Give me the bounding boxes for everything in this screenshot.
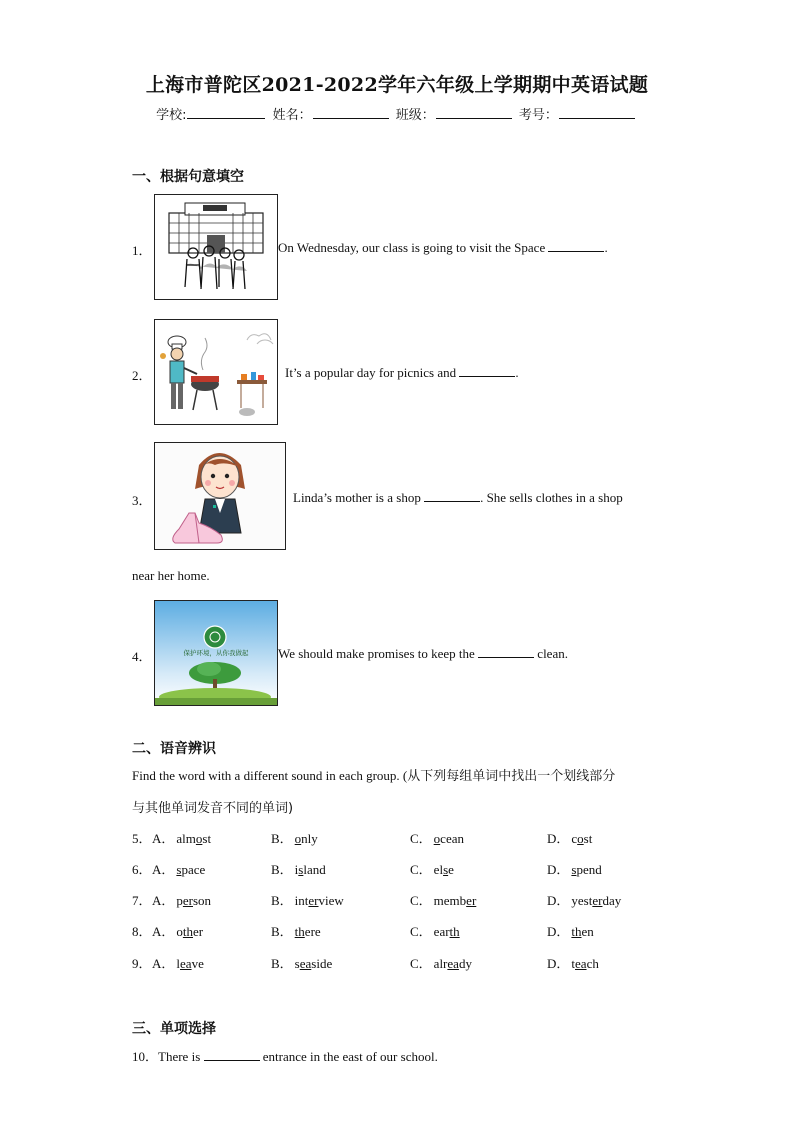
question-4-text — [278, 646, 568, 662]
question-2-after: . — [515, 365, 519, 380]
option-letter: C． — [410, 893, 432, 908]
option-letter: D． — [547, 924, 570, 939]
question-3-text — [293, 490, 623, 506]
option-letter: A． — [152, 831, 175, 846]
underlined-letters: er — [182, 893, 193, 908]
option-letter: B． — [271, 862, 293, 877]
phonics-option[interactable] — [271, 921, 321, 940]
word-part: land — [303, 862, 326, 877]
word-part: t — [571, 956, 576, 971]
section-2-heading: 二、语音辨识 — [132, 741, 216, 757]
word-part: day — [602, 893, 622, 908]
word-part: en — [581, 924, 594, 939]
option-letter: D． — [547, 862, 570, 877]
word-part: l — [176, 956, 181, 971]
underlined-letters: o — [294, 831, 302, 846]
option-letter: A． — [152, 924, 175, 939]
question-3-number: 3． — [132, 493, 152, 508]
word-part: ear — [433, 924, 450, 939]
phonics-option[interactable] — [152, 890, 211, 909]
phonics-option[interactable] — [271, 828, 318, 847]
option-letter: B． — [271, 893, 293, 908]
phonics-option[interactable] — [271, 890, 344, 909]
phonics-question-number: 5． — [132, 831, 152, 846]
question-2-blank[interactable] — [459, 365, 515, 377]
underlined-letters: er — [308, 893, 319, 908]
word-part: p — [176, 893, 183, 908]
underlined-letters: o — [577, 831, 584, 846]
phonics-option[interactable] — [547, 953, 599, 972]
option-letter: C． — [410, 831, 432, 846]
class-blank[interactable] — [436, 106, 512, 119]
word-part: son — [193, 893, 212, 908]
phonics-option[interactable] — [547, 828, 592, 847]
section-1-heading: 一、根据句意填空 — [132, 169, 244, 185]
question-4-blank[interactable] — [478, 646, 534, 658]
question-10-number: 10． — [132, 1049, 159, 1064]
question-2-before: It’s a popular day for picnics and — [285, 365, 457, 380]
section-3-heading: 三、单项选择 — [132, 1021, 216, 1037]
barbecue-picnic-image — [154, 319, 278, 425]
underlined-letters: ea — [575, 956, 587, 971]
underlined-letters: th — [294, 924, 305, 939]
word-part: st — [202, 831, 212, 846]
question-1-after: . — [604, 240, 608, 255]
question-3-before: Linda’s mother is a shop — [293, 490, 421, 505]
question-4-before: We should make promises to keep the — [278, 646, 475, 661]
phonics-option[interactable] — [547, 859, 602, 878]
school-blank[interactable] — [187, 106, 265, 119]
word-part: ch — [586, 956, 599, 971]
word-part: alm — [176, 831, 196, 846]
word-part: c — [571, 831, 578, 846]
word-part: view — [318, 893, 344, 908]
phonics-option[interactable] — [410, 953, 472, 972]
question-10-blank[interactable] — [204, 1049, 260, 1061]
option-letter: D． — [547, 831, 570, 846]
underlined-letters: o — [433, 831, 441, 846]
question-1-before: On Wednesday, our class is going to visit the Space — [278, 240, 546, 255]
option-letter: B． — [271, 831, 293, 846]
class-label: 班级： — [395, 108, 435, 123]
option-letter: C． — [410, 924, 432, 939]
word-part: alr — [433, 956, 448, 971]
option-letter: A． — [152, 893, 175, 908]
word-part: dy — [458, 956, 472, 971]
word-part: s — [294, 956, 300, 971]
word-part: side — [311, 956, 333, 971]
word-part: e — [448, 862, 454, 877]
underlined-letters: er — [592, 893, 603, 908]
option-letter: B． — [271, 924, 293, 939]
name-blank[interactable] — [313, 106, 389, 119]
word-part: pace — [181, 862, 206, 877]
underlined-letters: o — [195, 831, 203, 846]
question-4-after: clean. — [537, 646, 568, 661]
phonics-option[interactable] — [410, 828, 464, 847]
option-letter: D． — [547, 893, 570, 908]
phonics-question-number: 9． — [132, 956, 152, 971]
shop-assistant-image — [154, 442, 286, 550]
underlined-letters: ea — [447, 956, 459, 971]
word-part: er — [193, 924, 204, 939]
word-part: ere — [304, 924, 321, 939]
phonics-option[interactable] — [152, 859, 205, 878]
phonics-question-number: 8． — [132, 924, 152, 939]
phonics-option[interactable] — [547, 921, 594, 940]
word-part: memb — [433, 893, 467, 908]
word-part: o — [176, 924, 183, 939]
phonics-option[interactable] — [410, 859, 454, 878]
word-part: pend — [576, 862, 602, 877]
question-10-text — [132, 1046, 438, 1065]
phonics-question-number: 6． — [132, 862, 152, 877]
word-part: el — [433, 862, 444, 877]
question-4-number: 4． — [132, 649, 152, 664]
phonics-option[interactable] — [271, 859, 326, 878]
section-2-instruction-line-1: Find the word with a different sound in each group. (从下列每组单词中找出一个划线部分 — [132, 768, 616, 783]
phonics-question-number: 7． — [132, 893, 152, 908]
option-letter: A． — [152, 862, 175, 877]
underlined-letters: s — [298, 862, 304, 877]
student-info-line — [0, 104, 794, 123]
question-1-blank[interactable] — [548, 240, 604, 252]
section-2-instruction-line-2: 与其他单词发音不同的单词) — [132, 801, 294, 816]
phonics-option[interactable] — [152, 828, 211, 847]
underlined-letters: s — [176, 862, 182, 877]
question-2-text — [285, 365, 519, 381]
phonics-option[interactable] — [152, 953, 204, 972]
option-letter: C． — [410, 956, 432, 971]
exam-no-label: 考号： — [518, 108, 558, 123]
question-3-continuation: near her home. — [132, 568, 210, 583]
option-letter: D． — [547, 956, 570, 971]
option-letter: A． — [152, 956, 175, 971]
option-letter: B． — [271, 956, 293, 971]
word-part: nly — [301, 831, 318, 846]
word-part: int — [294, 893, 309, 908]
phonics-option[interactable] — [410, 921, 460, 940]
question-3-after: . She sells clothes in a shop — [480, 490, 623, 505]
underlined-letters: th — [449, 924, 460, 939]
word-part: yest — [571, 893, 593, 908]
exam-no-blank[interactable] — [559, 106, 635, 119]
phonics-option[interactable] — [152, 921, 203, 940]
name-label: 姓名： — [272, 108, 312, 123]
environment-poster-image — [154, 600, 278, 706]
underlined-letters: s — [571, 862, 577, 877]
building-sketch-image — [154, 194, 278, 300]
word-part: st — [583, 831, 593, 846]
page-title: 上海市普陀区2021-2022学年六年级上学期期中英语试题 — [145, 74, 649, 96]
underlined-letters: th — [182, 924, 194, 939]
question-10-after: entrance in the east of our school. — [262, 1049, 438, 1064]
school-label: 学校: — [156, 108, 187, 123]
question-10-before: There is — [158, 1049, 201, 1064]
option-letter: C． — [410, 862, 432, 877]
poster-slogan: 保护环境，从你我做起 — [183, 649, 249, 657]
question-1-number: 1． — [132, 243, 152, 258]
phonics-option[interactable] — [547, 890, 621, 909]
question-2-number: 2． — [132, 368, 152, 383]
underlined-letters: s — [443, 862, 449, 877]
word-part: i — [294, 862, 299, 877]
question-3-blank[interactable] — [424, 490, 480, 502]
question-1-text — [278, 240, 608, 256]
word-part: ve — [191, 956, 204, 971]
underlined-letters: er — [466, 893, 477, 908]
word-part: cean — [440, 831, 464, 846]
underlined-letters: ea — [180, 956, 192, 971]
phonics-option[interactable] — [410, 890, 476, 909]
underlined-letters: ea — [299, 956, 312, 971]
phonics-option[interactable] — [271, 953, 332, 972]
underlined-letters: th — [571, 924, 582, 939]
